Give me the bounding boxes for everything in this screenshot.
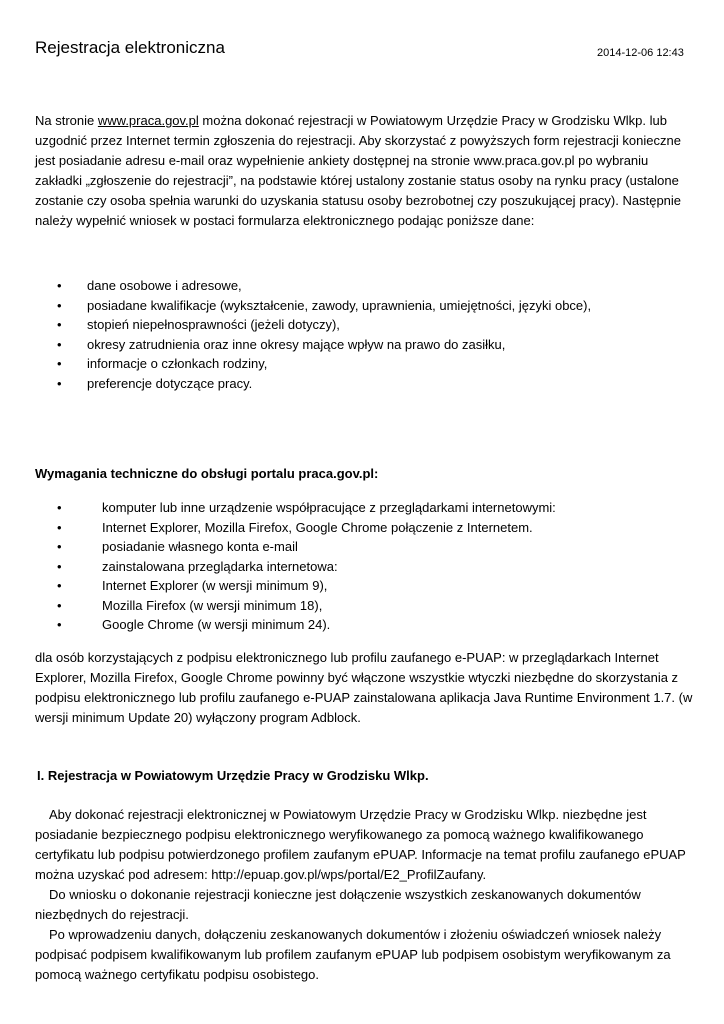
- bullet-icon: •: [57, 336, 62, 352]
- bullet-icon: •: [57, 297, 62, 313]
- list-item-text: zainstalowana przeglądarka internetowa:: [102, 558, 338, 574]
- list-item-text: dane osobowe i adresowe,: [87, 278, 242, 293]
- section-1-paragraph: Aby dokonać rejestracji elektronicznej w Powiatowym Urzędzie Pracy w Grodzisku Wlkp. niezbędne jest posiadanie bezpiecznego podpisu elektronicznego weryfikowanego za pomocą ważnego kwalifikowanego certyfikatu lub podpisu potwierdzonego profilem zaufanym ePUAP. Informacje na temat profilu zaufanego ePUAP można uzyskać pod adresem: http://epuap.gov.pl/wps/portal/E2_ProfilZaufany.: [35, 807, 686, 882]
- list-item: [0, 615, 700, 635]
- list-item-text: posiadane kwalifikacje (wykształcenie, zawody, uprawnienia, umiejętności, języki obce),: [87, 297, 592, 313]
- list-item-text: preferencje dotyczące pracy.: [87, 375, 253, 391]
- bullet-icon: •: [57, 578, 62, 593]
- section-1-heading: I. Rejestracja w Powiatowym Urzędzie Pracy w Grodzisku Wlkp.: [37, 768, 429, 783]
- list-item-text: Internet Explorer, Mozilla Firefox, Google Chrome połączenie z Internetem.: [102, 519, 533, 535]
- bullet-icon: •: [57, 356, 62, 371]
- bullet-icon: •: [57, 558, 62, 574]
- list-item: [0, 335, 700, 355]
- list-item: [0, 374, 700, 394]
- list-item-text: posiadanie własnego konta e-mail: [102, 539, 298, 554]
- section-1-body: [35, 805, 695, 985]
- list-item-text: stopień niepełnosprawności (jeżeli dotyczy),: [87, 317, 340, 332]
- list-item: [0, 354, 700, 374]
- list-item: [0, 315, 700, 335]
- list-item: [0, 498, 700, 518]
- bullet-icon: •: [57, 597, 62, 613]
- list-item: [0, 576, 700, 596]
- list-item-text: Mozilla Firefox (w wersji minimum 18),: [102, 597, 323, 613]
- list-item: [0, 518, 700, 538]
- bullet-icon: •: [57, 539, 62, 554]
- timestamp: 2014-12-06 12:43: [597, 47, 684, 59]
- list-item-text: okresy zatrudnienia oraz inne okresy mające wpływ na prawo do zasiłku,: [87, 336, 506, 352]
- list-item-text: komputer lub inne urządzenie współpracujące z przeglądarkami internetowymi:: [102, 500, 556, 515]
- list-item: [0, 276, 700, 296]
- list-item-text: informacje o członkach rodziny,: [87, 356, 268, 371]
- tech-requirements-heading: Wymagania techniczne do obsługi portalu praca.gov.pl:: [35, 466, 379, 481]
- bullet-icon: •: [57, 519, 62, 535]
- praca-gov-link[interactable]: www.praca.gov.pl: [97, 113, 199, 128]
- list-item-text: Internet Explorer (w wersji minimum 9),: [102, 578, 328, 593]
- bullet-icon: •: [57, 500, 62, 515]
- section-1-paragraph: Do wniosku o dokonanie rejestracji konieczne jest dołączenie wszystkich zeskanowanych dokumentów niezbędnych do rejestracji.: [35, 887, 641, 922]
- bullet-icon: •: [57, 278, 62, 293]
- bullet-icon: •: [57, 317, 62, 332]
- list-item-text: Google Chrome (w wersji minimum 24).: [102, 617, 331, 632]
- bullet-icon: •: [57, 375, 62, 391]
- list-item: [0, 596, 700, 616]
- intro-text: można dokonać rejestracji w Powiatowym Urzędzie Pracy w Grodzisku Wlkp. lub uzgodnić przez Internet termin zgłoszenia do rejestracji. Aby skorzystać z powyższych form rejestracji konieczne jest posiadanie adresu e-mail oraz wypełnienie ankiety dostępnej na stronie www.praca.gov.pl po wybraniu zakładki „zgłoszenie do rejestracji”, na podstawie której ustalony zostanie status osoby na rynku pracy (ustalone zostanie czy osoba spełnia warunki do uzyskania statusu osoby bezrobotnej czy poszukującej pracy). Następnie należy wypełnić wniosek w postaci formularza elektronicznego podając poniższe dane:: [35, 113, 682, 228]
- intro-prefix: Na stronie: [35, 113, 98, 128]
- intro-paragraph: [35, 111, 695, 231]
- personal-data-list: [0, 276, 700, 393]
- tech-requirements-list: [0, 498, 700, 635]
- list-item: [0, 557, 700, 577]
- list-item: [0, 296, 700, 316]
- list-item: [0, 537, 700, 557]
- section-1-paragraph: Po wprowadzeniu danych, dołączeniu zeskanowanych dokumentów i złożeniu oświadczeń wniosek należy podpisać podpisem kwalifikowanym lub profilem zaufanym ePUAP lub podpisem osobistym weryfikowanym za pomocą ważnego certyfikatu podpisu osobistego.: [35, 927, 671, 982]
- browser-plugins-note: dla osób korzystających z podpisu elektronicznego lub profilu zaufanego e-PUAP: w przeglądarkach Internet Explorer, Mozilla Firefox, Google Chrome powinny być włączone wszystkie wtyczki niezbędne do skorzystania z podpisu elektronicznego lub profilu zaufanego e-PUAP zainstalowana aplikacja Java Runtime Environment 1.7. (w wersji minimum Update 20) wyłączony program Adblock.: [35, 650, 693, 725]
- page-title: Rejestracja elektroniczna: [35, 38, 225, 57]
- bullet-icon: •: [57, 617, 62, 632]
